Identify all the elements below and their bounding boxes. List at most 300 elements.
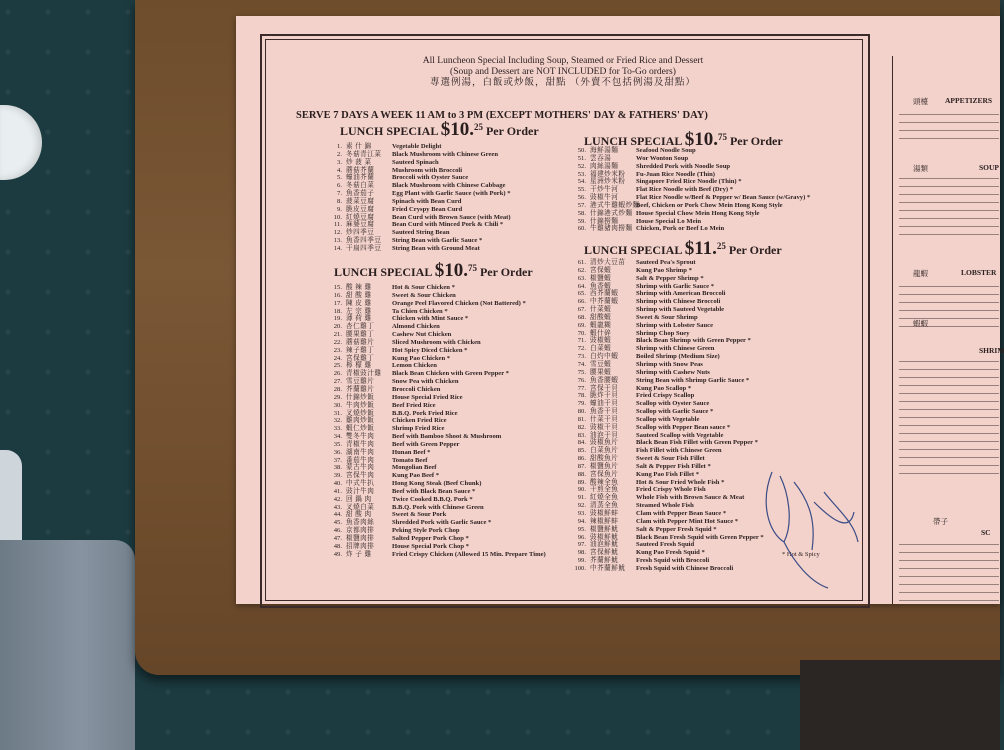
menu-item-english-name: Ta Chien Chicken * [392,307,448,315]
menu-item-english-name: Salted Pepper Pork Chop * [392,535,469,542]
menu-item [328,151,511,159]
menu-item-number: 95. [577,525,586,533]
menu-item-chinese-name: 甜酸蝦 [590,313,612,321]
menu-item [328,331,546,339]
menu-item-chinese-name: 魚香四季豆 [346,237,382,245]
menu-item [572,549,764,557]
menu-item-chinese-name: 椒鹽肉排 [346,535,375,542]
menu-item-chinese-name: 炸 子 雞 [346,550,372,558]
menu-item-number: 12. [333,229,342,237]
menu-item-chinese-name: 叉燒白菜 [346,503,375,511]
menu-item-number: 28. [333,385,342,393]
menu-item-english-name: Black Bean Shrimp with Green Pepper * [636,337,751,345]
menu-item-chinese-name: 青椒牛肉 [346,440,375,448]
menu-item [572,408,764,416]
menu-item-chinese-name: 什菜蝦 [590,306,612,314]
menu-item-number: 2. [337,150,342,158]
menu-item-number: 49. [333,550,342,558]
menu-item-number: 40. [333,480,342,488]
menu-list-3 [572,147,810,233]
menu-item-number: 99. [577,557,586,565]
pen-scribble [754,462,874,592]
menu-item [572,565,764,573]
menu-item-number: 34. [333,433,342,441]
menu-item-english-name: Kung Pao Scallop * [636,384,692,392]
menu-item-number: 20. [333,323,342,331]
menu-item-english-name: Steamed Whole Fish [636,502,694,510]
menu-item-english-name: Flat Rice Noodle w/Beef & Pepper w/ Bean Sauce (w/Gravy) * [636,194,811,202]
menu-item [328,519,546,527]
menu-item-chinese-name: 什菜干貝 [590,415,619,423]
menu-item [572,275,764,283]
menu-item-number: 90. [577,486,586,494]
menu-item-english-name: Beef, Chicken or Pork Chow Mein Hong Kong Style [636,201,783,209]
menu-item-number: 4. [337,166,342,174]
menu-item-chinese-name: 星洲炒米粉 [590,178,626,186]
menu-item-number: 87. [577,462,586,470]
menu-item-number: 79. [577,400,586,408]
menu-item-chinese-name: 干煎全魚 [590,486,619,494]
menu-item-number: 32. [333,417,342,425]
menu-item-english-name: Black Bean Chicken with Green Pepper * [392,370,509,378]
menu-item [328,347,546,355]
menu-item-chinese-name: 青椒豉汁雞 [346,370,382,378]
menu-item [572,400,764,408]
menu-item [572,494,764,502]
menu-item [572,314,764,322]
menu-item-chinese-name: 蝦仁炒飯 [346,425,375,433]
menu-item-chinese-name: 紅燒豆腐 [346,213,375,221]
menu-item-english-name: Almond Chicken [392,323,440,331]
menu-item-english-name: Egg Plant with Garlic Sauce (with Pork) * [392,190,511,198]
menu-item-chinese-name: 菠菜豆腐 [346,197,375,205]
menu-item-number: 31. [333,409,342,417]
dark-bag [800,660,1000,750]
menu-item-chinese-name: 脆皮豆腐 [346,205,375,213]
menu-item-english-name: Hot Spicy Diced Chicken * [392,346,468,354]
menu-item-english-name: String Bean with Garlic Sauce * [392,237,483,245]
menu-item-chinese-name: 蠔油芥蘭 [346,174,375,182]
menu-item-number: 68. [577,313,586,321]
menu-item [328,182,511,190]
menu-item-number: 97. [577,541,586,549]
menu-item [328,543,546,551]
menu-item-chinese-name: 甜酸魚片 [590,455,619,463]
menu-item [572,471,764,479]
menu-item-english-name: Mongolian Beef [392,464,437,472]
menu-item-chinese-name: 蝦龍糊 [590,321,612,329]
menu-item-chinese-name: 冬菇白菜 [346,182,375,190]
menu-item-chinese-name: 港式牛雞蝦炒麵 [590,201,640,209]
menu-item-number: 69. [577,321,586,329]
menu-item-english-name: Black Bean Fresh Squid with Green Pepper * [636,533,764,541]
menu-item-number: 22. [333,338,342,346]
menu-item-english-name: Sauteed Fresh Squid [636,541,695,549]
menu-item-number: 30. [333,401,342,409]
menu-item-number: 33. [333,425,342,433]
menu-item-number: 74. [577,360,586,368]
serve-hours: SERVE 7 DAYS A WEEK 11 AM to 3 PM (EXCEPT MOTHERS' DAY & FATHERS' DAY) [296,110,708,121]
menu-item-english-name: Fried Crispy Chicken (Allowed 15 Min. Prepare Time) [392,550,546,558]
menu-item [328,229,511,237]
menu-item-chinese-name: 白菜魚片 [590,447,619,455]
menu-item-number: 41. [333,487,342,495]
jeans-leg [0,540,135,750]
menu-item [572,510,764,518]
menu-item-chinese-name: 蘑菇雞片 [346,338,375,346]
menu-item [328,300,546,308]
menu-item [328,190,511,198]
menu-item-english-name: Shredded Pork with Garlic Sauce * [392,519,492,527]
menu-item [572,526,764,534]
menu-list-2 [328,284,546,559]
menu-item-english-name: Singapore Fried Rice Noodle (Thin) * [636,178,742,186]
menu-item-english-name: Scallop with Garlic Sauce * [636,408,714,416]
menu-item [328,402,546,410]
menu-item-english-name: Whole Fish with Brown Sauce & Meat [636,494,745,502]
menu-item-chinese-name: 牛肉炒飯 [346,401,375,409]
side-menu-page [892,56,1004,604]
menu-item-chinese-name: 牛雞豬肉撈麵 [590,225,633,233]
menu-item [328,535,546,543]
menu-item-number: 44. [333,511,342,519]
menu-item [572,455,764,463]
menu-item-english-name: Flat Rice Noodle with Beef (Dry) * [636,186,734,194]
menu-item-number: 73. [577,353,586,361]
menu-item-number: 86. [577,455,586,463]
menu-item-number: 35. [333,440,342,448]
menu-item-number: 46. [333,527,342,535]
menu-item [572,416,764,424]
menu-item-english-name: Fu-Juan Rice Noodle (Thin) [636,170,715,178]
menu-item [328,245,511,253]
appetizers-heading: APPETIZERS [945,96,993,105]
menu-item-number: 6. [337,182,342,190]
menu-item [572,322,764,330]
menu-item-chinese-name: 什錦炒飯 [346,393,375,401]
menu-item-english-name: Kung Pao Fresh Squid * [636,549,705,557]
menu-item-number: 11. [334,221,342,229]
menu-item [328,323,546,331]
menu-item-number: 77. [577,384,586,392]
menu-item-english-name: Shrimp with Garlic Sauce * [636,282,715,290]
menu-item-chinese-name: 魚香茄子 [346,190,375,198]
appetizers-chinese-heading: 頭檯 [913,97,928,106]
menu-item-english-name: Kung Pao Fish Fillet * [636,470,700,478]
menu-item-english-name: Fried Crispy Scallop [636,392,695,400]
menu-item-chinese-name: 油泡干貝 [590,431,619,439]
menu-item [572,210,810,218]
menu-item-number: 51. [577,154,586,162]
menu-item-english-name: Chicken Fried Rice [392,417,447,425]
menu-item [328,198,511,206]
menu-item-english-name: Hunan Beef * [392,448,431,456]
menu-item-chinese-name: 冬菇青江菜 [346,150,382,158]
menu-item-english-name: Fish Fillet with Chinese Green [636,447,722,455]
menu-item-chinese-name: 辣椒鮮蚌 [590,517,619,525]
menu-item-number: 42. [333,495,342,503]
menu-item-number: 85. [577,447,586,455]
menu-item-chinese-name: 豉椒魚片 [590,439,619,447]
menu-item-english-name: Beef with Bamboo Shoot & Mushroom [392,433,502,441]
menu-item-chinese-name: 芥蘭鮮魷 [590,557,619,565]
menu-item-english-name: Broccoli with Oyster Sauce [392,174,469,182]
menu-item-chinese-name: 招牌肉排 [346,542,375,550]
menu-item-chinese-name: 紅燒全魚 [590,494,619,502]
menu-item-chinese-name: 豉汁牛肉 [346,487,375,495]
menu-item-number: 67. [577,306,586,314]
menu-item-chinese-name: 肉絲湯麵 [590,162,619,170]
menu-item-number: 24. [333,354,342,362]
menu-item-english-name: B.B.Q. Pork Fried Rice [392,409,458,417]
menu-item-number: 7. [337,190,342,198]
menu-item [328,472,546,480]
menu-item-chinese-name: 蠔油干貝 [590,400,619,408]
menu-item-english-name: Kung Pao Chicken * [392,354,451,362]
menu-item-number: 53. [577,170,586,178]
menu-item-chinese-name: 椒鹽魚片 [590,462,619,470]
menu-item-chinese-name: 魚香蝦 [590,282,612,290]
menu-item-english-name: Shrimp with Chinese Broccoli [636,298,721,306]
menu-item-chinese-name: 酸 辣 雞 [346,284,372,291]
menu-item-chinese-name: 炒 菠 菜 [346,158,372,166]
menu-item-number: 65. [577,290,586,298]
menu-item-chinese-name: 干扁四季豆 [346,244,382,252]
menu-item-number: 48. [333,542,342,550]
menu-item-english-name: Snow Pea with Chicken [392,378,459,386]
menu-item-chinese-name: 回 鍋 肉 [346,495,372,503]
menu-item-english-name: Beef with Black Bean Sauce * [392,487,476,495]
menu-item-number: 54. [577,178,586,186]
menu-item-number: 1. [337,143,342,150]
menu-item-chinese-name: 素 什 錦 [346,143,372,150]
menu-item-chinese-name: 蘑菇芥蘭 [346,166,375,174]
menu-item [328,417,546,425]
menu-item-chinese-name: 甜 酸 雞 [346,291,372,299]
menu-item-number: 15. [333,284,342,291]
menu-item-english-name: Scallop with Vegetable [636,415,700,423]
menu-item-chinese-name: 叉燒炒飯 [346,409,375,417]
menu-item-chinese-name: 蝦什碎 [590,329,612,337]
menu-item-english-name: Scallop with Oyster Sauce [636,400,710,408]
menu-item-english-name: Salt & Pepper Fish Fillet * [636,462,711,470]
menu-item-english-name: Shrimp with Snow Peas [636,360,703,368]
menu-item-english-name: Clam with Pepper Mint Hot Sauce * [636,517,739,525]
menu-item-number: 59. [577,217,586,225]
menu-item-number: 43. [333,503,342,511]
menu-item-number: 63. [577,274,586,282]
menu-item-number: 47. [333,535,342,542]
menu-item [572,392,764,400]
menu-item-english-name: Shrimp with Chinese Green [636,345,715,353]
hot-spicy-note: * Hot & Spicy [782,551,820,558]
menu-item-chinese-name: 腰果雞丁 [346,331,375,339]
menu-item-chinese-name: 干炒牛河 [590,186,619,194]
menu-item-chinese-name: 油泡鮮魷 [590,541,619,549]
menu-item-english-name: House Special Lo Mein [636,217,702,225]
menu-item-chinese-name: 什錦撈麵 [590,217,619,225]
menu-item-number: 61. [577,259,586,266]
menu-item-number: 25. [333,362,342,370]
menu-item-number: 70. [577,329,586,337]
menu-item-english-name: Spinach with Bean Curd [392,197,462,205]
menu-item-english-name: Sliced Mushroom with Chicken [392,338,481,346]
menu-item-chinese-name: 檸 檬 雞 [346,362,372,370]
menu-item-english-name: Kung Pao Beef * [392,472,440,480]
menu-item [328,378,546,386]
menu-item [328,551,546,559]
menu-item-number: 78. [577,392,586,400]
menu-item-chinese-name: 雙冬牛肉 [346,433,375,441]
menu-item [572,259,764,267]
menu-item-chinese-name: 雞肉炒飯 [346,417,375,425]
menu-item-chinese-name: 芥蘭雞片 [346,385,375,393]
menu-item-english-name: Chicken with Mint Sauce * [392,315,469,323]
menu-item-number: 66. [577,298,586,306]
menu-item [572,518,764,526]
section-title-4: LUNCH SPECIAL $11.25 Per Order [584,238,782,259]
menu-item-chinese-name: 豉椒牛河 [590,194,619,202]
menu-item-chinese-name: 海鮮湯麵 [590,147,619,154]
menu-item-number: 82. [577,423,586,431]
menu-item-english-name: Sauteed Spinach [392,158,439,166]
menu-item-english-name: Shredded Pork with Noodle Soup [636,162,731,170]
menu-item-chinese-name: 腰果蝦 [590,368,612,376]
menu-item-english-name: Scallop with Pepper Bean sauce * [636,423,731,431]
menu-item-english-name: Beef Fried Rice [392,401,436,409]
menu-item-number: 38. [333,464,342,472]
menu-item-number: 16. [333,291,342,299]
menu-item-chinese-name: 魚香腰蝦 [590,376,619,384]
menu-item-english-name: Broccoli Chicken [392,385,441,393]
menu-item-number: 50. [577,147,586,154]
menu-item-number: 10. [333,213,342,221]
section-title-2: LUNCH SPECIAL $10.75 Per Order [334,260,533,281]
menu-item-chinese-name: 椒鹽蝦 [590,274,612,282]
menu-item-number: 58. [577,209,586,217]
menu-item-chinese-name: 宮保蝦 [590,266,612,274]
menu-item-chinese-name: 炒四季豆 [346,229,375,237]
menu-item-number: 45. [333,519,342,527]
menu-item-english-name: Fresh Squid with Broccoli [636,557,710,565]
menu-item-number: 27. [333,378,342,386]
menu-item [328,284,546,292]
section-title-3: LUNCH SPECIAL $10.75 Per Order [584,129,783,150]
menu-item [572,424,764,432]
menu-item-number: 76. [577,376,586,384]
menu-item [572,186,810,194]
menu-item [328,425,546,433]
menu-item-number: 29. [333,393,342,401]
menu-list-1 [328,143,511,253]
menu-item-chinese-name: 中式牛扒 [346,480,375,488]
menu-item-number: 75. [577,368,586,376]
menu-item-number: 23. [333,346,342,354]
menu-item-english-name: Mushroom with Broccoli [392,166,463,174]
menu-item-english-name: Shrimp with American Broccoli [636,290,726,298]
menu-item-number: 39. [333,472,342,480]
menu-item-english-name: Boiled Shrimp (Medium Size) [636,353,720,361]
menu-item [328,143,511,151]
menu-item-number: 80. [577,408,586,416]
menu-item [328,527,546,535]
menu-item-number: 9. [337,205,342,213]
menu-item-number: 62. [577,266,586,274]
menu-item-english-name: Tomato Beef [392,456,428,464]
menu-item [572,202,810,210]
menu-item-chinese-name: 薄 荷 雞 [346,315,372,323]
menu-item-english-name: Fried Crispy Whole Fish [636,486,706,494]
lunch-menu-sheet [236,16,1004,604]
menu-item-number: 55. [577,186,586,194]
menu-item [328,433,546,441]
menu-item-number: 81. [577,415,586,423]
menu-item-english-name: Sweet & Sour Fish Fillet [636,455,705,463]
menu-item-english-name: Black Bean Fish Fillet with Green Pepper * [636,439,758,447]
menu-item-chinese-name: 湖南牛肉 [346,448,375,456]
menu-item [572,557,764,565]
menu-item-chinese-name: 豉椒鮮魷 [590,533,619,541]
menu-item [572,361,764,369]
menu-item-english-name: Salt & Pepper Fresh Squid * [636,525,717,533]
menu-item-number: 100. [574,564,586,572]
menu-item [572,298,764,306]
menu-item-english-name: Hot & Sour Fried Whole Fish * [636,478,725,486]
menu-item [328,441,546,449]
menu-header [260,56,866,89]
menu-item [572,163,810,171]
menu-item-number: 91. [577,494,586,502]
menu-item-chinese-name: 中芥蘭鮮魷 [590,564,626,572]
menu-item [572,345,764,353]
menu-item-english-name: Sauteed Pea's Sprout [636,259,696,266]
menu-item-number: 19. [333,315,342,323]
menu-item-chinese-name: 中芥蘭蝦 [590,298,619,306]
menu-item-number: 83. [577,431,586,439]
menu-item-chinese-name: 西芥蘭蝦 [590,290,619,298]
menu-item [328,370,546,378]
menu-item-chinese-name: 酸辣全魚 [590,478,619,486]
menu-item-chinese-name: 宮保鮮魷 [590,549,619,557]
menu-item-chinese-name: 宮保干貝 [590,384,619,392]
menu-item [328,480,546,488]
shrimp-chinese-heading: 蝦蝦 [913,319,928,328]
menu-item-number: 5. [337,174,342,182]
menu-item-english-name: Beef with Green Pepper [392,440,460,448]
menu-item-chinese-name: 豉椒干貝 [590,423,619,431]
menu-item-english-name: House Special Chow Mein Hong Kong Style [636,209,760,217]
menu-item-chinese-name: 什錦港式炒麵 [590,209,633,217]
lobster-chinese-heading: 龍蝦 [913,269,928,278]
menu-item-chinese-name: 宮保魚片 [590,470,619,478]
soup-heading: SOUP [979,163,1000,172]
menu-item-number: 64. [577,282,586,290]
header-line-chinese: 專選例湯，白飯或炒飯，甜點 （外賣不包括例湯及甜點） [430,78,696,88]
menu-item [572,155,810,163]
menu-item [572,194,810,202]
menu-item-english-name: Bean Curd with Minced Pork & Chili * [392,221,504,229]
menu-item-number: 60. [577,225,586,233]
lobster-heading: LOBSTER [961,268,997,277]
menu-item-english-name: Orange Peel Flavored Chicken (Not Battered) * [392,299,526,307]
menu-item-chinese-name: 宮保雞丁 [346,354,375,362]
menu-item-chinese-name: 椒鹽鮮魷 [590,525,619,533]
menu-item-english-name: House Special Fried Rice [392,393,463,401]
menu-item [328,206,511,214]
menu-item-chinese-name: 杏仁雞丁 [346,323,375,331]
menu-item-number: 88. [577,470,586,478]
header-line-1: All Luncheon Special Including Soup, Steamed or Fried Rice and Dessert [422,56,704,66]
